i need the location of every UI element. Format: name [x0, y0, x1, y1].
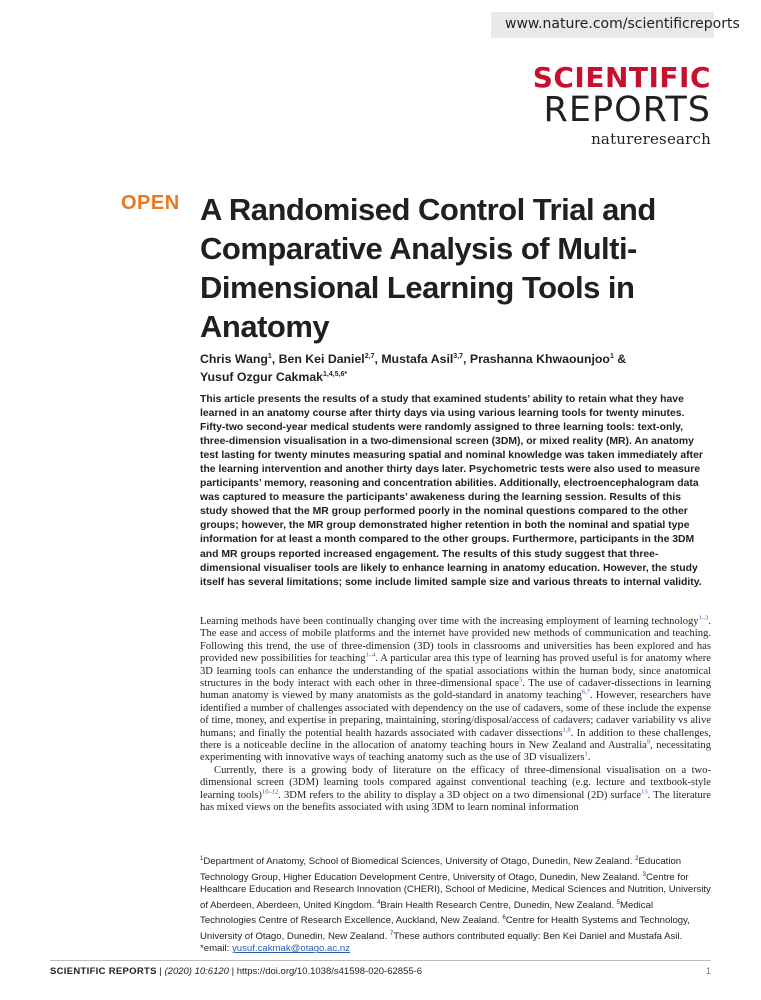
citation-ref[interactable]: 6,7 — [581, 688, 590, 696]
body-text-run: . A particular area this type of learning has proved useful is for anatomy where 3D learning tools can enhance the understanding of the spatial associations within the human body, since anatomical structures in the body interact with each other in three-dimensional space — [200, 653, 711, 690]
author-affiliation-marker: 1 — [267, 353, 272, 360]
citation-ref[interactable]: 1–3 — [698, 614, 709, 622]
affiliation-number: 3 — [642, 871, 646, 878]
citation-ref[interactable]: 1,8 — [562, 726, 571, 734]
logo-natureresearch: natureresearch — [591, 130, 711, 148]
affiliation-text: Education Technology Group, Higher Education Development Centre, University of Otago, Dunedin, New Zealand. — [200, 856, 682, 883]
journal-url[interactable]: www.nature.com/scientificreports — [505, 16, 740, 32]
affiliation-number: 5 — [616, 899, 621, 906]
author — [200, 370, 347, 384]
affiliation-number: 6 — [502, 915, 506, 922]
open-access-label: OPEN — [121, 192, 180, 214]
author — [470, 352, 626, 366]
affiliation-text: Department of Anatomy, School of Biomedical Sciences, University of Otago, Dunedin, New Zealand. — [203, 856, 636, 868]
citation-ref[interactable]: 13 — [641, 788, 648, 796]
logo-scientific: SCIENTIFIC — [532, 61, 711, 94]
author-separator: & — [613, 352, 627, 367]
author-name: Chris Wang — [200, 352, 268, 367]
citation-ref[interactable]: 9 — [646, 738, 651, 746]
body-text-run: . The use of cadaver-dissections in learning human anatomy is viewed by many anatomists as the gold-standard in anatomy teaching — [200, 678, 711, 702]
author-affiliation-marker: 2,7 — [364, 353, 375, 360]
affiliation-text: Centre for Healthcare Education and Research Innovation (CHERI), School of Medicine, Medical Sciences and Nutrition, University of Aberdeen, Aberdeen, United Kingdom. — [200, 871, 711, 911]
author-list — [200, 349, 720, 385]
body-text-run: . However, researchers have identified a number of challenges associated with dependency on the use of cadavers, some of these include the expense of time, money, and expertise in preparing, maintaining, storing/disposal/access of cadavers; cadaver variability vs alive humans; and finally the potential health hazards associated with cadaver dissections — [200, 690, 712, 739]
author-name: Mustafa Asil — [381, 352, 454, 367]
email-label: *email: — [200, 943, 232, 955]
author-separator: , — [374, 352, 382, 367]
body-paragraph — [200, 765, 711, 815]
body-paragraph — [200, 616, 711, 765]
affiliation-number: 7 — [389, 930, 394, 937]
body-text-run: . In addition to these challenges, there is a noticeable decline in the allocation of anatomy teaching hours in New Zealand and Australia — [200, 727, 711, 752]
author-separator: , — [463, 352, 470, 367]
citation-ref[interactable]: 10–12 — [261, 788, 279, 796]
affiliation — [377, 900, 617, 911]
footer-journal-name: SCIENTIFIC REPORTS — [50, 966, 157, 977]
author-separator: , — [271, 352, 279, 367]
author-affiliation-marker: 1 — [609, 353, 614, 360]
author-name: Ben Kei Daniel — [278, 352, 365, 367]
footer-divider — [50, 960, 711, 961]
author — [200, 352, 279, 366]
journal-url-tab[interactable] — [491, 12, 740, 38]
footer-citation: (2020) 10:6120 — [164, 966, 229, 977]
journal-logo — [532, 61, 711, 148]
abstract: This article presents the results of a study that examined students’ ability to retain what they have learned in an anatomy course after thirty days via using various learning tools for twenty minutes. Fifty-two second-year medical students were randomly assigned to three learning tools: text-only, three-dimension visualisation in a two-dimensional screen (3DM), or mixed reality (MR). An anatomy test lasting for twenty minutes measuring spatial and nominal knowledge was taken immediately after the learning intervention and another thirty days later. Psychometric tests were also used to measure participants’ memory, reasoning and concentration abilities. Additionally, electroencephalogram data was captured to measure the participants’ awakeness during the learning session. Results of this study showed that the MR group performed poorly in the nominal questions compared to the other groups; however, the MR group demonstrated higher retention in both the nominal and spatial type information for at least a month compared to the other groups. Furthermore, participants in the 3DM and MR groups reported increased engagement. The results of this study suggest that three-dimensional visualiser tools are likely to enhance learning in anatomy education. However, the study itself has several limitations; some include limited sample size and various threats to internal validity. — [200, 394, 703, 588]
article-body — [200, 616, 711, 815]
footer-doi[interactable]: | https://doi.org/10.1038/s41598-020-62855-6 — [228, 966, 423, 977]
affiliations-footnote — [200, 853, 711, 956]
affiliation-text: Brain Health Research Centre, Dunedin, New Zealand. — [380, 899, 617, 911]
body-text-run: Currently, there is a growing body of literature on the efficacy of three-dimensional visualisation on a two-dimensional screen (3DM) learning tools compared against conventional teaching (e.g. lecture and textbook-style learning tools) — [200, 764, 711, 801]
author — [381, 352, 470, 366]
body-text-run: , necessitating experimenting with innovative ways of teaching anatomy such as the use of 3D visualizers — [200, 740, 712, 764]
author-name: Yusuf Ozgur Cakmak — [200, 370, 324, 385]
citation-ref[interactable]: 5 — [518, 676, 523, 684]
affiliation-number: 4 — [377, 899, 381, 906]
body-text-run: . The literature has mixed views on the benefits associated with using 3DM to learn nominal information — [200, 789, 711, 814]
body-text-run: Learning methods have been continually changing over time with the increasing employment of learning technology — [200, 616, 699, 627]
body-text-run: . 3DM refers to the ability to display a 3D object on a two dimensional (2D) surface — [278, 789, 642, 801]
affiliation — [390, 931, 682, 942]
affiliation — [200, 856, 635, 867]
corresponding-email-link[interactable]: yusuf.cakmak@otago.ac.nz — [232, 943, 350, 955]
article-title: A Randomised Control Trial and Comparative Analysis of Multi-Dimensional Learning Tools in Anatomy — [200, 192, 656, 344]
author-affiliation-marker: 3,7 — [453, 353, 464, 360]
affiliation-text: Centre for Health Systems and Technology, University of Otago, Dunedin, New Zealand. — [200, 915, 690, 942]
footer-separator: | — [156, 966, 165, 977]
affiliation-number: 2 — [635, 856, 639, 862]
author-affiliation-marker: 1,4,5,6* — [323, 371, 348, 379]
affiliation-text: These authors contributed equally: Ben Kei Daniel and Mustafa Asil. — [393, 930, 683, 942]
author-name: Prashanna Khwaounjoo — [469, 352, 610, 367]
body-text-run: . The ease and access of mobile platforms and the internet have provided new methods of communication and teaching. Following this trend, the use of three-dimension (3D) tools in classrooms and universities has been explored and has provided new possibilities for teaching — [200, 616, 711, 665]
page-number: 1 — [705, 966, 711, 977]
affiliation-text: Medical Technologies Centre of Research Excellence, Auckland, New Zealand. — [200, 899, 654, 927]
page-footer — [50, 966, 422, 977]
logo-reports: REPORTS — [543, 90, 711, 130]
author — [279, 352, 382, 366]
citation-ref[interactable]: 1–4 — [365, 651, 376, 659]
affiliation-number: 1 — [200, 856, 204, 862]
citation-ref[interactable]: 1 — [584, 750, 588, 758]
body-text-run: . — [587, 752, 591, 764]
